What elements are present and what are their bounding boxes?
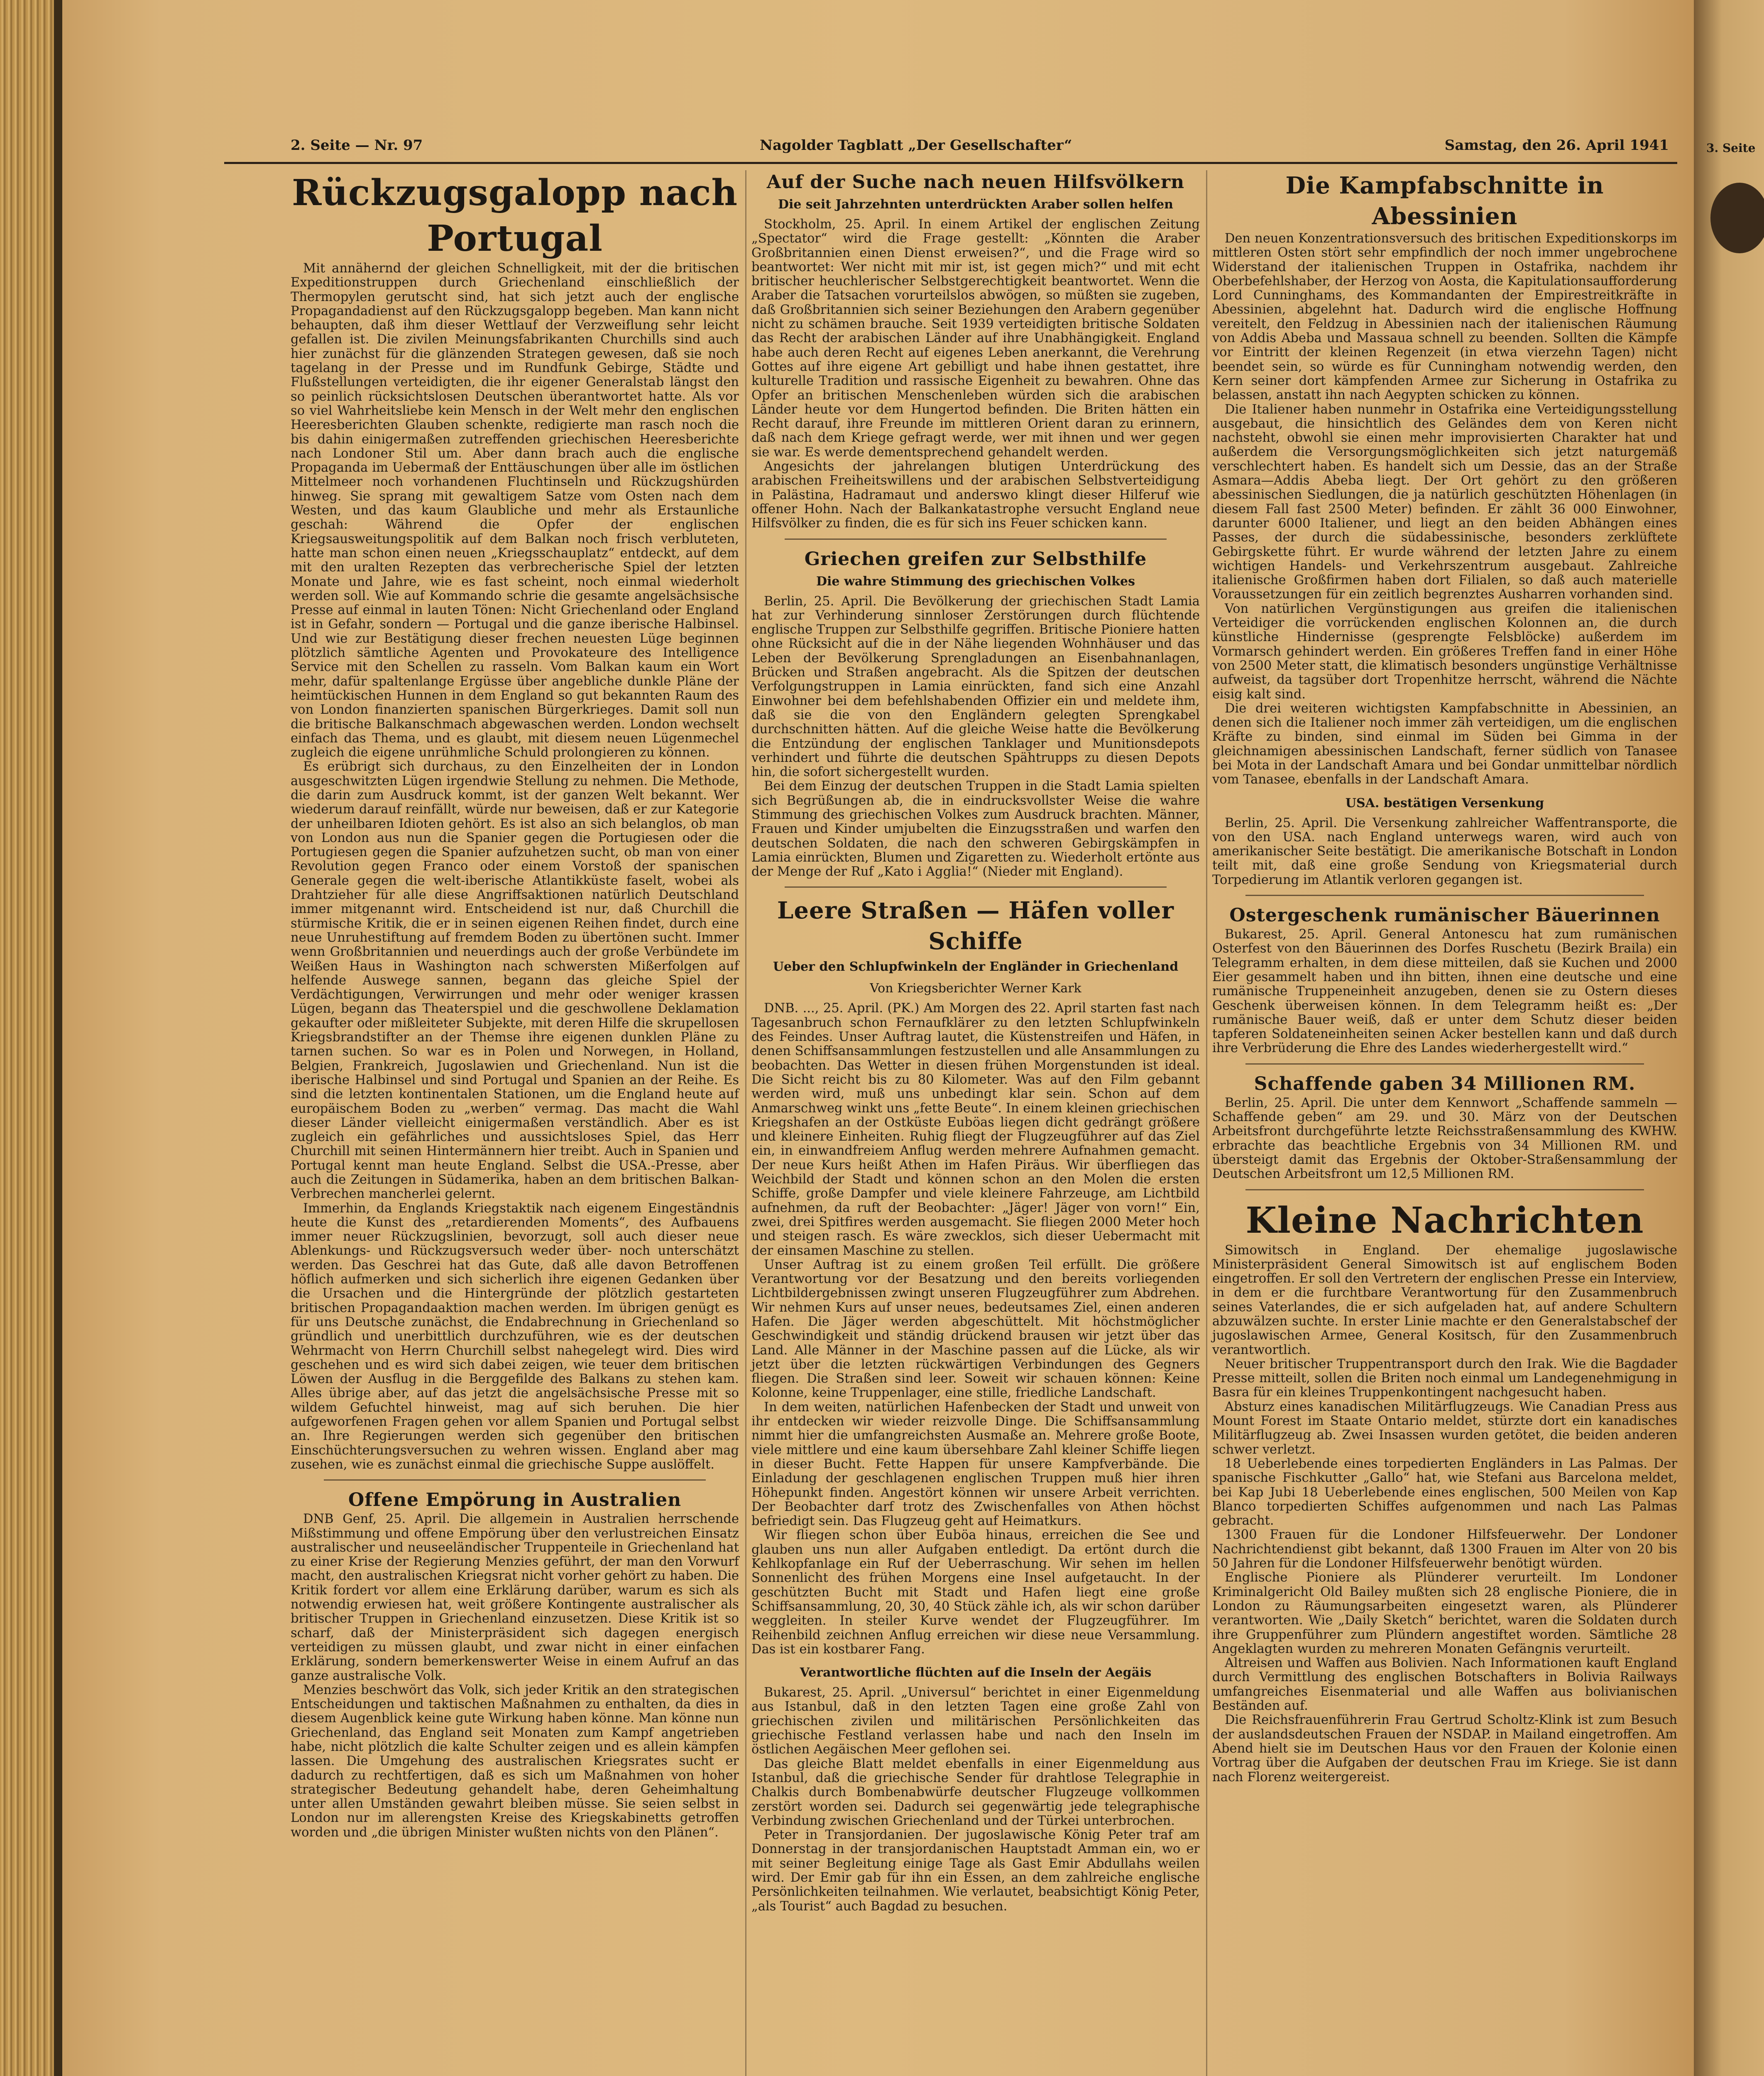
paragraph: Peter in Transjordanien. Der jugoslawische König Peter traf am Donnerstag in der transjordanischen Hauptstadt Amman ein, wo er mit seiner Begleitung einige Tage als Gast Emir Abdullahs weilen wird. Der Emir gab für ihn ein Essen, an dem zahlreiche englische Persönlichkeiten teilnahmen. Wie verlautet, beabsichtigt König Peter, „als Tourist“ auch Bagdad zu besuchen. — [751, 1828, 1200, 1914]
news-brief: Englische Pioniere als Plünderer verurteilt. Im Londoner Kriminalgericht Old Bailey mußten sich 28 englische Pioniere, die in London zu Räumungsarbeiten eingesetzt waren, als Plünderer verantworten. Wie „Daily Sketch“ berichtet, waren die Soldaten durch ihre Gruppenführer zum Plündern angestiftet worden. Sämtliche 28 Angeklagten wurden zu mehreren Monaten Gefängnis verurteilt. — [1212, 1570, 1677, 1656]
paragraph: DNB Genf, 25. April. Die allgemein in Australien herrschende Mißstimmung und offene Empörung über den verlustreichen Einsatz australischer und neuseeländischer Truppenteile in Griechenland hat zu einer Krise der Regierung Menzies geführt, der man den Vorwurf macht, den australischen Kriegsrat nicht vorher gehört zu haben. Die Kritik fordert vor allem eine Erklärung darüber, warum es sich als notwendig erwiesen hat, weit größere Kontingente australischer als britischer Truppen in Griechenland einzusetzen. Diese Kritik ist so scharf, daß der Ministerpräsident sich dagegen energisch verteidigen zu müssen glaubt, und zwar nicht in einer einfachen Erklärung, sondern bemerkenswerter Weise in einem Aufruf an das ganze australische Volk. — [291, 1512, 739, 1683]
paragraph: Immerhin, da Englands Kriegstaktik nach eigenem Eingeständnis heute die Kunst des „retardierenden Moments“, des Aufbauens immer neuer Rückzugslinien, bevorzugt, soll auch dieser neue Ablenkungs- und Rückzugsversuch weder über- noch unterschätzt werden. Das Geschrei hat das Gute, daß alle davon Betroffenen höflich aufmerken und sich sicherlich ihre eigenen Gedanken über die Ursachen und die Hintergründe der plötzlich gestarteten britischen Propagandaaktion machen werden. Im übrigen genügt es für uns Deutsche zunächst, die Endabrechnung in Griechenland so gründlich und unerbittlich durchzuführen, wie es der deutschen Wehrmacht von Herrn Churchill selbst nahegelegt wird. Dies wird geschehen und es wird sich dabei zeigen, wie teuer dem britischen Löwen der Ausflug in die Berggefilde des Balkans zu stehen kam. Alles übrige aber, auf das jetzt die angelsächsische Presse mit so wildem Gefuchtel hinweist, mag auf sich beruhen. Die hier aufgeworfenen Fragen gehen vor allem Spanien und Portugal selbst an. Ihre Regierungen werden sich gegenüber den britischen Einschüchterungsversuchen zu wehren wissen. England aber mag zusehen, wie es zunächst einmal die griechische Suppe auslöffelt. — [291, 1201, 739, 1472]
divider — [324, 1479, 706, 1481]
article-body — [1212, 816, 1677, 887]
page-number: 2. Seite — Nr. 97 — [291, 137, 423, 154]
article-subtitle: Die seit Jahrzehnten unterdrückten Araber sollen helfen — [778, 197, 1173, 212]
issue-date: Samstag, den 26. April 1941 — [1444, 137, 1669, 154]
article-headline: Die Kampfabschnitte in Abessinien — [1285, 172, 1604, 230]
divider — [785, 539, 1167, 540]
paragraph: Die Italiener haben nunmehr in Ostafrika eine Verteidigungsstellung ausgebaut, die hinsichtlich des Geländes dem von Keren nicht nachsteht, obwohl sie einen mehr improvisierten Charakter hat und außerdem die Versorgungsmöglichkeiten sich jetzt naturgemäß verschlechtert haben. Es handelt sich um Dessie, das an der Straße Asmara—Addis Abeba liegt. Der Ort gehört zu den größeren abessinischen Siedlungen, die ja natürlich geschützten Höhenlagen (in diesem Fall fast 2500 Meter) befinden. Er zählt 36 000 Einwohner, darunter 6000 Italiener, und liegt an den beiden Abhängen eines Passes, der durch die südabessinische, besonders zerklüftete Gebirgskette führt. Er wurde während der letzten Jahre zu einem wichtigen Handels- und Verkehrszentrum ausgebaut. Zahlreiche italienische Großfirmen haben dort Filialen, so daß auch materielle Voraussetzungen für ein zeitlich begrenztes Ausharren vorhanden sind. — [1212, 402, 1677, 602]
article-headline: Leere Straßen — Häfen voller Schiffe — [777, 897, 1174, 955]
paragraph: Berlin, 25. April. Die Bevölkerung der griechischen Stadt Lamia hat zur Verhinderung sinnloser Zerstörungen durch flüchtende englische Truppen zur Selbsthilfe gegriffen. Britische Pioniere hatten ohne Rücksicht auf die in der Nähe liegenden Wohnhäuser und das Leben der Bevölkerung Sprengladungen an Eisenbahnanlagen, Brücken und Straßen angebracht. Als die Spitzen der deutschen Verfolgungstruppen in Lamia einrückten, fand sich eine Anzahl Einwohner bei dem befehlshabenden Offizier ein und meldete ihm, daß sie die von den Engländern gelegten Sprengkabel durchschnitten hätten. Auf die gleiche Weise hatte die Bevölkerung die Entzündung der englischen Tanklager und Munitionsdepots verhindert und führte die deutschen Spähtrupps zu diesen Depots hin, die sofort sichergestellt wurden. — [751, 594, 1200, 780]
news-brief: 1300 Frauen für die Londoner Hilfsfeuerwehr. Der Londoner Nachrichtendienst gibt bekannt, daß 1300 Frauen im Alter von 20 bis 50 Jahren für die Londoner Hilfsfeuerwehr benötigt würden. — [1212, 1528, 1677, 1571]
news-brief: Altreisen und Waffen aus Bolivien. Nach Informationen kauft England durch Vermittlung des englischen Botschafters in Bolivia Railways umfangreiches Eisenmaterial und alle Waffen aus bolivianischen Beständen auf. — [1212, 1656, 1677, 1714]
article-headline: Ostergeschenk rumänischer Bäuerinnen — [1229, 905, 1660, 926]
news-brief: Neuer britischer Truppentransport durch den Irak. Wie die Bagdader Presse mitteilt, sollen die Briten noch einmal um Landegenehmigung in Basra für ein kleines Truppenkontingent nachgesucht haben. — [1212, 1356, 1677, 1400]
paragraph: Wir fliegen schon über Euböa hinaus, erreichen die See und glauben uns nun aller Aufgaben entledigt. Da ertönt durch die Kehlkopfanlage ein Ruf der Ueberraschung. Wir sehen im hellen Sonnenlicht des frühen Morgens eine Insel aufgetaucht. In der geschützten Bucht mit Stadt und Hafen liegt eine große Schiffsansammlung, 20, 30, 40 Stück zähle ich, als wir schon darüber weggleiten. In steiler Kurve wendet der Flugzeugführer. Im Reihenbild zeichnen Anflug erreichen wir diese neue Versammlung. Das ist ein kostbarer Fang. — [751, 1528, 1200, 1657]
article-headline: Griechen greifen zur Selbsthilfe — [804, 548, 1147, 570]
article-headline: Offene Empörung in Australien — [348, 1489, 682, 1511]
next-page-emblem-icon — [1710, 183, 1764, 253]
paragraph: Angesichts der jahrelangen blutigen Unterdrückung des arabischen Freiheitswillens und der arabischen Selbstverteidigung in Palästina, Hadramaut und anderswo klingt dieser Hilferuf wie offener Hohn. Nach der Balkankatastrophe versucht England neue Hilfsvölker zu finden, die es für sich ins Feuer schicken kann. — [751, 459, 1200, 531]
paragraph: Bukarest, 25. April. General Antonescu hat zum rumänischen Osterfest von den Bäuerinnen des Dorfes Ruschetu (Bezirk Braila) ein Telegramm erhalten, in dem diese mitteilen, daß sie Kuchen und 2000 Eier gesammelt haben und ihn bitten, ihnen eine deutsche und eine rumänische Truppeneinheit anzugeben, denen sie zu Ostern dieses Geschenk überweisen können. In dem Telegramm heißt es: „Der rumänische Bauer weiß, daß er unter dem Schutz dieser beiden tapferen Soldateneinheiten seinen Acker bestellen kann und daß durch ihre Verbrüderung die Ehre des Landes wiederhergestellt wird.“ — [1212, 927, 1677, 1056]
divider — [785, 886, 1167, 888]
column-rule-2 — [1206, 170, 1207, 2076]
paragraph: Die drei weiteren wichtigsten Kampfabschnitte in Abessinien, an denen sich die Italiener noch immer zäh verteidigen, um die englischen Kräfte zu binden, sind einmal im Süden bei Gimma in der gleichnamigen abessinischen Landschaft, ferner südlich von Tanasee bei Mota in der Landschaft Amara und bei Gondar unmittelbar nördlich vom Tanasee, ebenfalls in der Landschaft Amara. — [1212, 701, 1677, 787]
article-headline: USA. bestätigen Versenkung — [1345, 796, 1544, 810]
divider — [1245, 1189, 1644, 1190]
article-headline: Auf der Suche nach neuen Hilfsvölkern — [766, 171, 1185, 193]
paragraph: Menzies beschwört das Volk, sich jeder Kritik an den strategischen Entscheidungen und taktischen Maßnahmen zu enthalten, da dies in diesem Augenblick keine gute Wirkung haben könne. Man könne nun Griechenland, das England seit Monaten zum Kampf angetrieben habe, nicht plötzlich die kalte Schulter zeigen und es allein kämpfen lassen. Die Umgehung des australischen Kriegsrates sucht er dadurch zu rechtfertigen, daß es sich um Maßnahmen von hoher strategischer Bedeutung gehandelt habe, deren Geheimhaltung unter allen Umständen gewahrt bleiben müsse. Sie seien selbst in London nur im allerengsten Kreise des Kriegskabinetts getroffen worden und „die übrigen Minister wußten nichts von den Plänen“. — [291, 1682, 739, 1840]
next-page-edge — [1694, 0, 1764, 2076]
paragraph: Mit annähernd der gleichen Schnelligkeit, mit der die britischen Expeditionstruppen durch Griechenland einschließlich der Thermopylen gerutscht sind, hat sich jetzt auch der englische Propagandadienst auf den Rückzugsgalopp begeben. Man kann nicht behaupten, daß ihm dieser Wettlauf der Verzweiflung sehr leicht gefallen ist. Die zivilen Meinungsfabrikanten Churchills sind auch hier zunächst für die glänzenden Strategen gewesen, daß sie noch tagelang in der Presse und im Rundfunk Gebirge, Städte und Flußstellungen verteidigten, die ihr eigener Generalstab längst den so peinlich rücksichtslosen Deutschen überantwortet hatte. Als vor so viel Wahrheitsliebe kein Mensch in der Welt mehr den englischen Heeresberichten Glauben schenkte, redigierte man rasch noch die bis dahin einigermaßen zutreffenden griechischen Heeresberichte nach Londoner Stil um. Aber dann brach auch die englische Propaganda im Uebermaß der Enttäuschungen über alle im östlichen Mittelmeer noch vorhandenen Fluchtinseln und Rückzugshürden hinweg. Sie sprang mit gewaltigem Satze vom Osten nach dem Westen, und das kaum Glaubliche und mehr als Erstaunliche geschah: Während die Opfer der englischen Kriegsausweitungspolitik auf dem Balkan noch frisch verbluteten, hatte man schon einen neuen „Kriegsschauplatz“ entdeckt, auf dem mit den uralten Rezepten das verbrecherische Spiel der letzten Monate und Jahre, wie es fast scheint, noch einmal wiederholt werden soll. Wie auf Kommando schrie die gesamte angelsächsische Presse auf einmal in lauten Tönen: Nicht Griechenland oder England ist in Gefahr, sondern — Portugal und die ganze iberische Halbinsel. Und wie zur Bestätigung dieser frechen neuesten Lüge beginnen plötzlich sämtliche Agenten und Provokateure des Intelligence Service mit den Schellen zu rasseln. Vom Balkan kaum ein Wort mehr, dafür spaltenlange Ergüsse über angebliche dunkle Pläne der heimtückischen Hunnen in dem England so gut bekannten Raum des von London finanzierten spanischen Bürgerkrieges. Damit soll nun die britische Balkanschmach abgewaschen werden. London wechselt einfach das Thema, und es glaubt, mit diesem neuen Lügenmechel zugleich die eigene unrühmliche Schuld prolongieren zu können. — [291, 261, 739, 760]
paragraph: Berlin, 25. April. Die unter dem Kennwort „Schaffende sammeln — Schaffende geben“ am 29. und 30. März von der Deutschen Arbeitsfront durchgeführte letzte Reichsstraßensammlung des KWHW. erbrachte das beachtliche Ergebnis von 34 Millionen RM. und übersteigt damit das Ergebnis der Oktober-Straßensammlung der Deutschen Arbeitsfront um 12,5 Millionen RM. — [1212, 1095, 1677, 1182]
newspaper-title: Nagolder Tagblatt „Der Gesellschafter“ — [760, 137, 1072, 154]
paragraph: Von natürlichen Vergünstigungen aus greifen die italienischen Verteidiger die vorrückenden englischen Kolonnen an, die durch künstliche Hindernisse (gesprengte Felsblöcke) außerdem im Vormarsch gehindert werden. Ein größeres Treffen fand in einer Höhe von 2500 Meter statt, die klimatisch besonders ungünstige Verhältnisse aufweist, da tagsüber dort Tropenhitze herrscht, während die Nächte eisig kalt sind. — [1212, 601, 1677, 702]
news-brief: 18 Ueberlebende eines torpedierten Engländers in Las Palmas. Der spanische Fischkutter „Gallo“ hat, wie Stefani aus Barcelona meldet, bei Kap Jubi 18 Ueberlebende eines englischen, 500 Meilen von Kap Blanco torpedierten Schiffes aufgenommen und nach Las Palmas gebracht. — [1212, 1456, 1677, 1528]
divider — [1245, 1063, 1644, 1065]
article-headline: Verantwortliche flüchten auf die Inseln der Aegäis — [800, 1665, 1152, 1680]
article-body — [751, 595, 1200, 879]
column-rule-1 — [745, 170, 746, 2076]
article-headline: Rückzugsgalopp nach Portugal — [291, 172, 738, 260]
paragraph: In dem weiten, natürlichen Hafenbecken der Stadt und unweit von ihr entdecken wir wieder reizvolle Dinge. Die Schiffsansammlung nimmt hier die umfangreichsten Ausmaße an. Mehrere große Boote, viele mittlere und eine kaum übersehbare Zahl kleiner Schiffe liegen in dieser Bucht. Fette Happen für unsere Kampfverbände. Die Einladung der geschlagenen englischen Truppen muß hier ihren Höhepunkt finden. Angestört können wir unsere Arbeit verrichten. Der Beobachter darf trotz des Zwischenfalles von Athen höchst befriedigt sein. Das Flugzeug geht auf Heimatkurs. — [751, 1400, 1200, 1529]
divider — [1245, 895, 1644, 896]
article-body — [1212, 928, 1677, 1056]
page-header — [224, 137, 1677, 164]
article-subtitle: Die wahre Stimmung des griechischen Volkes — [816, 574, 1135, 589]
column-1 — [291, 170, 739, 1847]
book-binding — [0, 0, 62, 2076]
article-byline: Von Kriegsberichter Werner Kark — [870, 981, 1081, 996]
paragraph: Berlin, 25. April. Die Versenkung zahlreicher Waffentransporte, die von den USA. nach England unterwegs waren, wird auch von amerikanischer Seite bestätigt. Die amerikanische Botschaft in London teilt mit, daß eine große Sendung von Kriegsmaterial durch Torpedierung im Atlantik verloren gegangen ist. — [1212, 815, 1677, 887]
article-body — [1212, 1096, 1677, 1182]
column-2 — [751, 170, 1200, 1921]
column-3 — [1212, 170, 1677, 1792]
news-briefs — [1212, 1244, 1677, 1785]
article-subtitle: Ueber den Schlupfwinkeln der Engländer in Griechenland — [773, 960, 1179, 974]
article-body — [751, 1001, 1200, 1657]
paragraph: Bukarest, 25. April. „Universul“ berichtet in einer Eigenmeldung aus Istanbul, daß in den letzten Tagen eine große Zahl von griechischen zivilen und militärischen Persönlichkeiten das griechische Festland verlassen habe und nach den Inseln im östlichen Aegäischen Meer geflohen sei. — [751, 1685, 1200, 1757]
article-headline: Schaffende gaben 34 Millionen RM. — [1254, 1073, 1636, 1094]
article-body — [751, 218, 1200, 531]
paragraph: Bei dem Einzug der deutschen Truppen in die Stadt Lamia spielten sich Begrüßungen ab, die in eindrucksvollster Weise die wahre Stimmung des griechischen Volkes zum Ausdruck brachten. Männer, Frauen und Kinder umjubelten die Einzugsstraßen und warfen den deutschen Soldaten, die nach den schweren Gebirgskämpfen in Lamia einrückten, Blumen und Zigaretten zu. Wiederholt ertönte aus der Menge der Ruf „Kato i Agglia!“ (Nieder mit England). — [751, 779, 1200, 879]
news-brief: Simowitsch in England. Der ehemalige jugoslawische Ministerpräsident General Simowitsch ist auf englischem Boden eingetroffen. Er soll den Vertretern der englischen Presse ein Interview, in dem er die furchtbare Verantwortung für den Zusammenbruch seines Vaterlandes, die er sich aufgeladen hat, auf andere Schultern abzuwälzen suchte. In erster Linie machte er den Generalstabschef der jugoslawischen Armee, General Kositsch, für den Zusammenbruch verantwortlich. — [1212, 1243, 1677, 1357]
article-body — [1212, 232, 1677, 787]
paragraph: Stockholm, 25. April. In einem Artikel der englischen Zeitung „Spectator“ wird die Frage gestellt: „Könnten die Araber Großbritannien einen Dienst erweisen?“, und die Frage wird so beantwortet: Wer nicht mit mir ist, ist gegen mich?“ und mit echt britischer heuchlerischer Selbstgerechtigkeit beantwortet. Wenn die Araber die Tatsachen vorurteilslos abwögen, so müßten sie zugeben, daß Großbritannien sich seiner Beziehungen den Arabern gegenüber nicht zu schämen brauche. Seit 1939 verteidigten britische Soldaten das Recht der arabischen Länder auf ihre Unabhängigkeit. England habe auch deren Recht auf eigenes Leben anerkannt, die Verehrung Gottes auf ihre eigene Art gebilligt und habe ihnen gestattet, ihre kulturelle Tradition und rassische Eigenheit zu bewahren. Ohne das Opfer an britischen Menschenleben würden sich die arabischen Länder heute vor dem Hungertod befinden. Die Briten hätten ein Recht darauf, ihre Freunde im mittleren Orient daran zu erinnern, daß nach dem Kriege gefragt werde, wer mit ihnen und wer gegen sie war. Es werde dementsprechend gehandelt werden. — [751, 217, 1200, 460]
paragraph: Es erübrigt sich durchaus, zu den Einzelheiten der in London ausgeschwitzten Lügen irgendwie Stellung zu nehmen. Die Methode, die darin zum Ausdruck kommt, ist der ganzen Welt bekannt. Wer wiederum darauf reinfällt, würde nur beweisen, daß er zur Kategorie der unheilbaren Idioten gehört. Es ist also an sich belanglos, ob man von London aus nun die Spanier gegen die Portugiesen oder die Portugiesen gegen die Spanier aufzuhetzen sucht, ob man von einer Revolution gegen Franco oder einem Vorstoß der spanischen Generale gegen die welt-iberische Atlantikküste faselt, wobei als Drahtzieher für alle diese Angriffsaktionen natürlich Deutschland immer mitgenannt wird. Entscheidend ist nur, daß Churchill die stürmische Kritik, die er in seinen eigenen Reihen findet, durch eine neue Unruhestiftung auf fremdem Boden zu übertönen sucht. Immer wenn Großbritannien und neuerdings auch der große Verbündete im Weißen Haus in Washington nach schwersten Mißerfolgen auf helfende Auswege sannen, begann das gleiche Spiel der Verdächtigungen, Verwirrungen und mehr oder weniger krassen Lügen, begann das Theaterspiel und die geschwollene Deklamation gekaufter oder mißleiteter Subjekte, mit deren Hilfe die skrupellosen Kriegsbrandstifter an der Themse ihre eigenen dunklen Pläne zu tarnen suchen. So war es in Polen und Norwegen, in Holland, Belgien, Frankreich, Jugoslawien und Griechenland. Nun ist die iberische Halbinsel und sind Portugal und Spanien an der Reihe. Es sind die letzten kontinentalen Stationen, um die England heute auf europäischem Boden zu „werben“ vermag. Das macht die Wahl dieser Länder vielleicht einigermaßen verständlich. Aber es ist zugleich ein gefährliches und aussichtsloses Spiel, das Herr Churchill mit seinen Hintermännern hier treibt. Auch in Spanien und Portugal kennt man heute England. Selbst die USA.-Presse, aber auch die Zeitungen in Südamerika, haben an dem britischen Balkan-Verbrechen mancherlei gelernt. — [291, 759, 739, 1202]
paragraph: DNB. ..., 25. April. (PK.) Am Morgen des 22. April starten fast nach Tagesanbruch schon Fernaufklärer zu den letzten Schlupfwinkeln des Feindes. Unser Auftrag lautet, die Küstenstreifen und Häfen, in denen Schiffsansammlungen festzustellen und alle Ansammlungen zu beobachten. Das Wetter in diesen frühen Morgenstunden ist ideal. Die Sicht reicht bis zu 80 Kilometer. Was auf den Film gebannt werden wird, muß uns unbedingt klar sein. Schon auf dem Anmarschweg winkt uns „fette Beute“. In einem kleinen griechischen Kriegshafen an der Ostküste Euböas liegen dicht gedrängt größere und kleinere Einheiten. Ruhig fliegt der Flugzeugführer auf das Ziel ein, in einwandfreiem Anflug werden mehrere Aufnahmen gemacht. Der neue Kurs heißt Athen im Hafen Piräus. Wir überfliegen das Weichbild der Stadt und können schon an den Molen die ersten Schiffe, große Dampfer und viele kleinere Fahrzeuge, am Lichtbild aufnehmen, da ruft der Beobachter: „Jäger! Jäger von vorn!“ Ein, zwei, drei Spitfires werden ausgemacht. Sie fliegen 2000 Meter hoch und steigen rasch. Es wäre zwecklos, sich dieser Uebermacht mit der einsamen Maschine zu stellen. — [751, 1001, 1200, 1258]
section-headline: Kleine Nachrichten — [1245, 1199, 1644, 1241]
article-body — [291, 262, 739, 1472]
news-brief: Die Reichsfrauenführerin Frau Gertrud Scholtz-Klink ist zum Besuch der auslandsdeutschen Frauen der NSDAP. in Mailand eingetroffen. Am Abend hielt sie im Deutschen Haus vor den Frauen der Kolonie einen Vortrag über die Aufgaben der deutschen Frau im Kriege. Sie ist dann nach Florenz weitergereist. — [1212, 1713, 1677, 1785]
article-body — [751, 1686, 1200, 1914]
paragraph: Den neuen Konzentrationsversuch des britischen Expeditionskorps im mittleren Osten stört sehr empfindlich der noch immer ungebrochene Widerstand der italienischen Truppen in Ostafrika, nachdem ihr Oberbefehlshaber, der Herzog von Aosta, die Kapitulationsaufforderung Lord Cunninghams, des Kommandanten der Empirestreitkräfte in Abessinien, abgelehnt hat. Dadurch wird die englische Hoffnung vereitelt, den Feldzug in Abessinien nach der italienischen Räumung von Addis Abeba und Massaua schnell zu beenden. Sollten die Kämpfe vor Eintritt der kleinen Regenzeit (in etwa vierzehn Tagen) nicht beendet sein, so würde es für Cunningham notwendig werden, den Kern seiner dort kämpfenden Armee zur Sicherung in Ostafrika zu belassen, anstatt ihn nach Aegypten schicken zu können. — [1212, 231, 1677, 403]
paragraph: Das gleiche Blatt meldet ebenfalls in einer Eigenmeldung aus Istanbul, daß die griechische Sender für drahtlose Telegraphie in Chalkis durch Bombenabwürfe deutscher Flugzeuge vollkommen zerstört worden sei. Dadurch sei gegenwärtig jede telegraphische Verbindung zwischen Griechenland und der Türkei unterbrochen. — [751, 1756, 1200, 1828]
news-brief: Absturz eines kanadischen Militärflugzeugs. Wie Canadian Press aus Mount Forest im Staate Ontario meldet, stürzte dort ein kanadisches Militärflugzeug ab. Zwei Insassen wurden getötet, die beiden anderen schwer verletzt. — [1212, 1399, 1677, 1457]
next-page-header: 3. Seite — [1706, 141, 1756, 155]
paragraph: Unser Auftrag ist zu einem großen Teil erfüllt. Die größere Verantwortung vor der Besatzung und den bereits vorliegenden Lichtbildergebnissen zwingt unseren Flugzeugführer zum Abdrehen. Wir nehmen Kurs auf unser neues, bedeutsames Ziel, einen anderen Hafen. Die Jäger werden abgeschüttelt. Mit höchstmöglicher Geschwindigkeit und ständig drückend brausen wir jetzt über das Land. Alle Männer in der Maschine passen auf die Lücke, als wir jetzt über die letzten rückwärtigen Verbindungen des Gegners fliegen. Die Straßen sind leer. Soweit wir schauen können: Keine Kolonne, keine Truppenlager, eine stille, friedliche Landschaft. — [751, 1257, 1200, 1400]
article-body — [291, 1512, 739, 1840]
